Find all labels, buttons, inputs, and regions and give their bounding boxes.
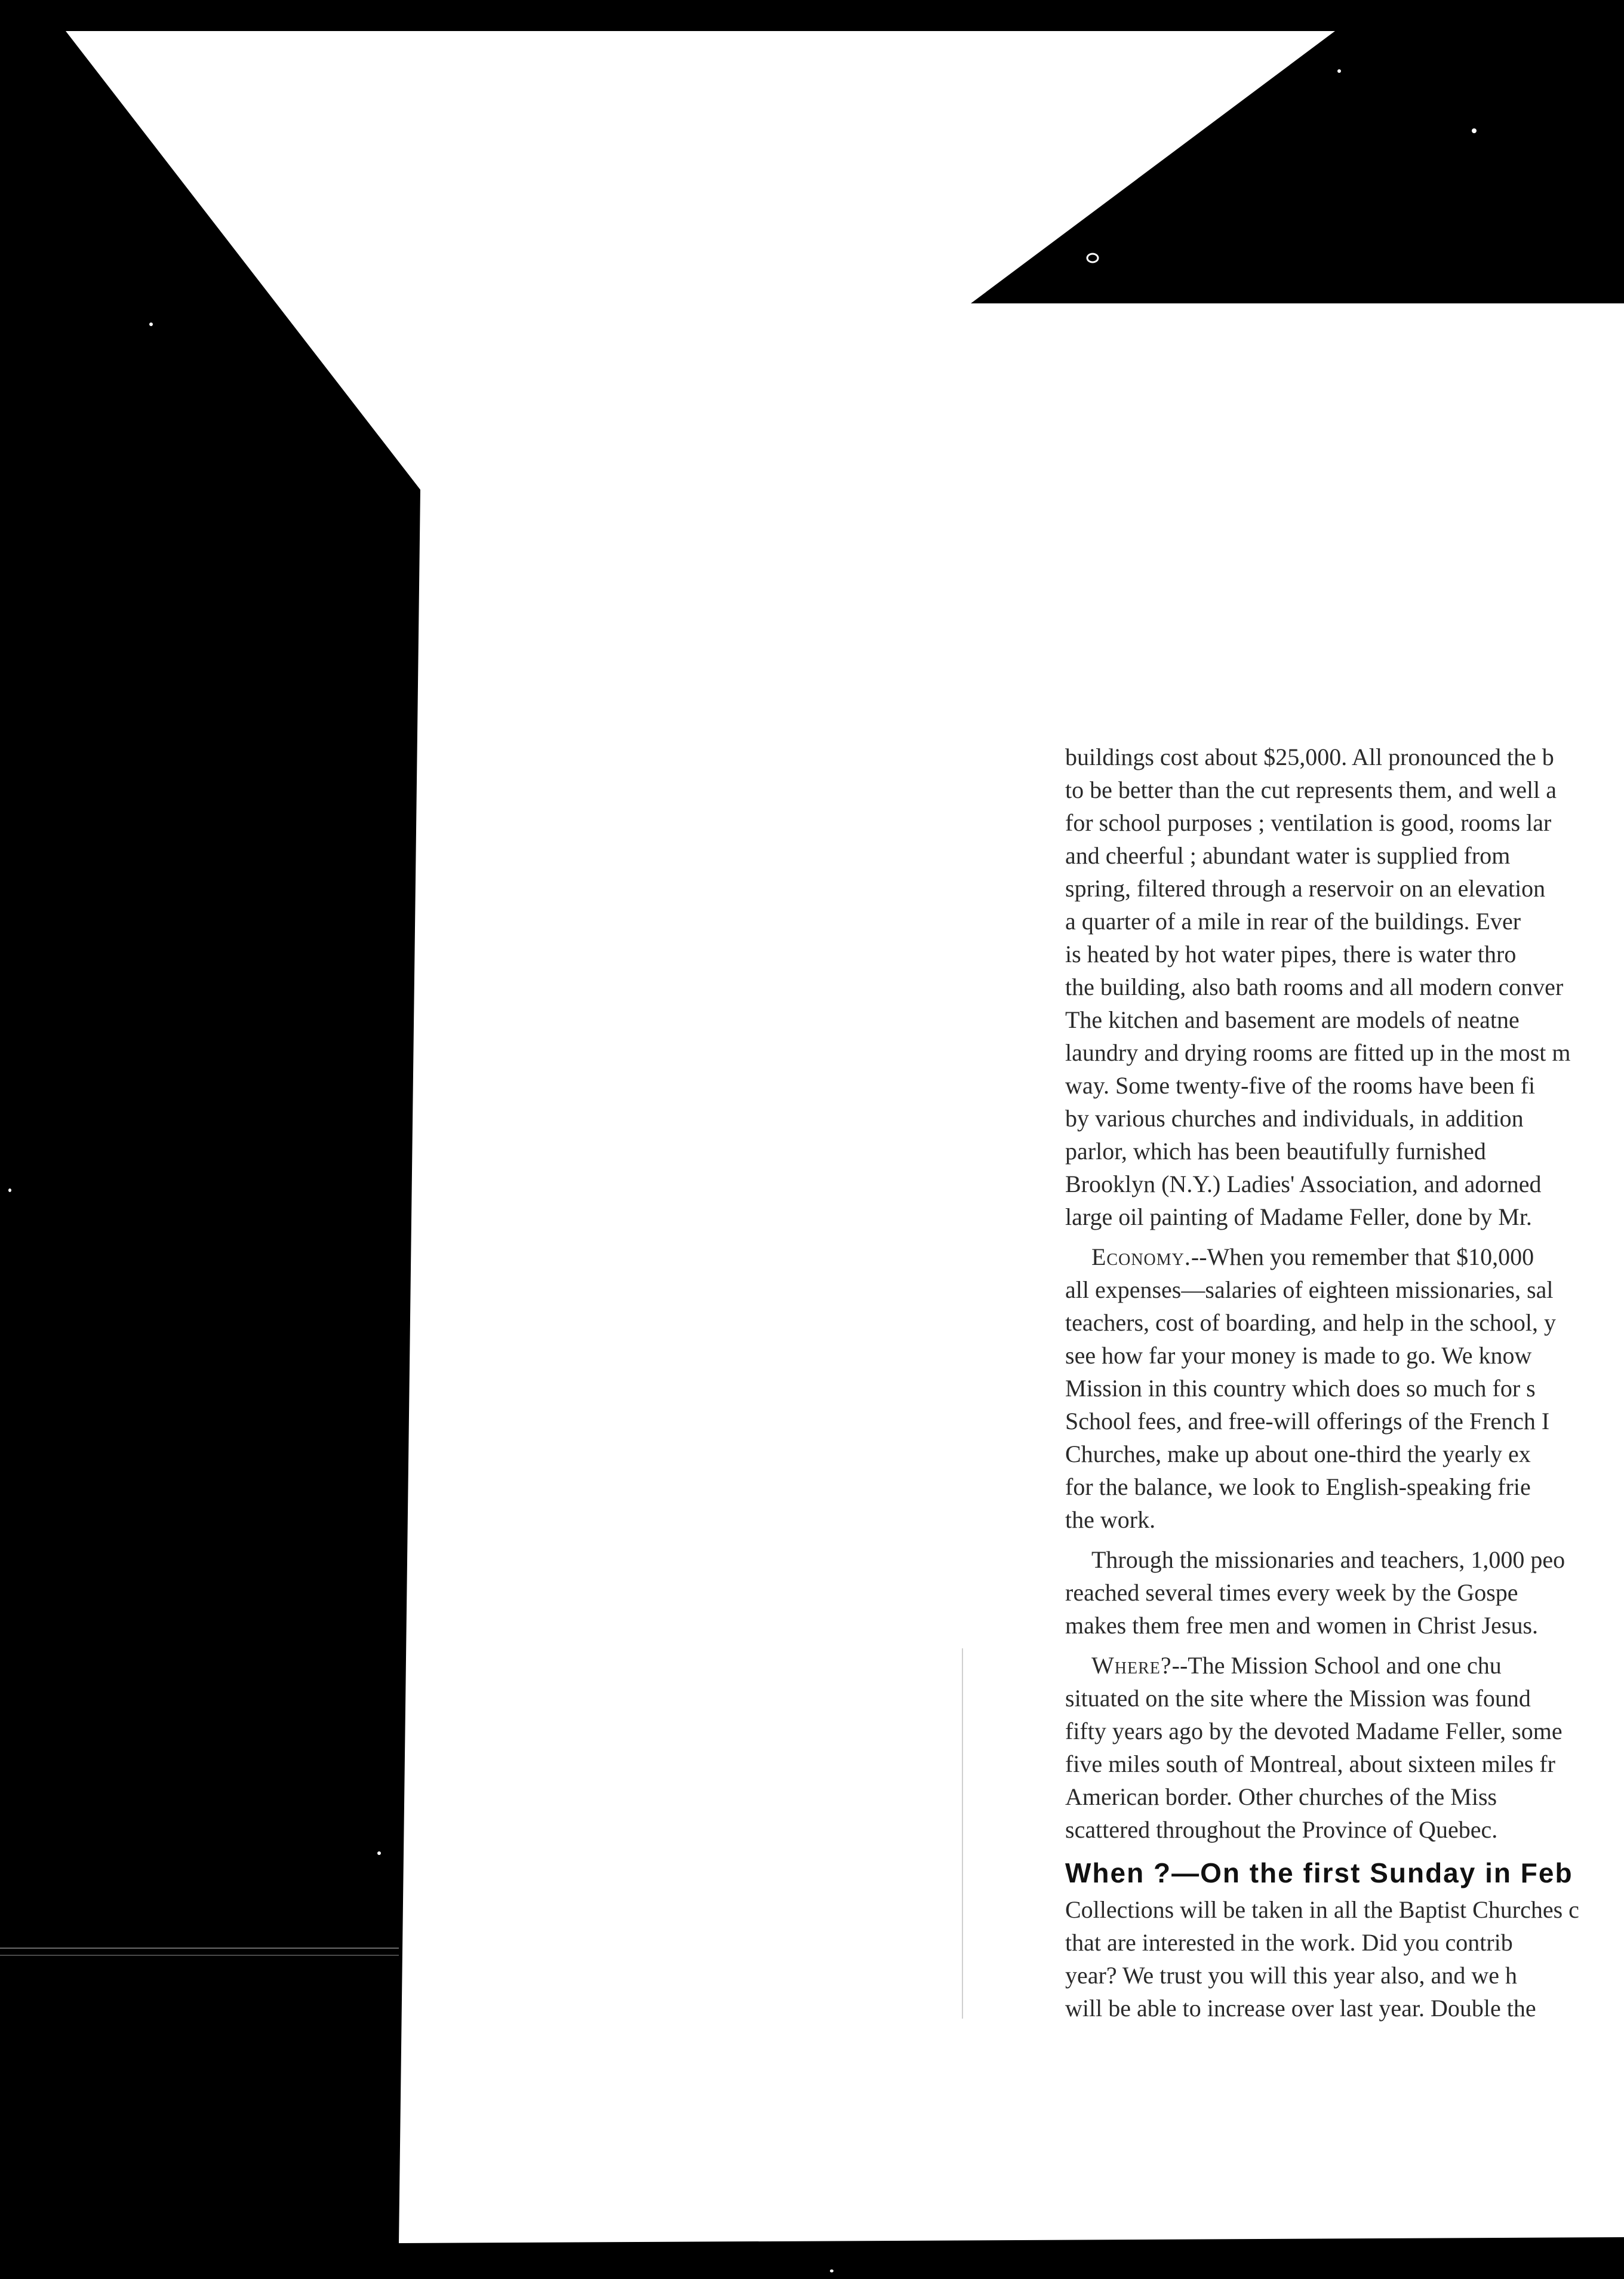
economy-first-line: --When you remember that $10,000: [1191, 1243, 1534, 1270]
text-line: buildings cost about $25,000. All pronounced the b: [1065, 744, 1554, 770]
text-line: teachers, cost of boarding, and help in the school, y: [1065, 1309, 1556, 1336]
dust-speck: [8, 1188, 11, 1192]
text-line: to be better than the cut represents them, and well a: [1065, 776, 1557, 803]
dust-speck: [1472, 128, 1477, 133]
dust-speck: [149, 322, 153, 326]
text-line: American border. Other churches of the Miss: [1065, 1783, 1497, 1810]
dust-speck: [1337, 69, 1341, 73]
text-line: by various churches and individuals, in addition: [1065, 1105, 1524, 1132]
text-line: all expenses—salaries of eighteen missionaries, sal: [1065, 1276, 1554, 1303]
when-heading: When ?—On the first Sunday in Feb: [1065, 1857, 1573, 1888]
text-line: year? We trust you will this year also, and we h: [1065, 1962, 1517, 1989]
text-line: fifty years ago by the devoted Madame Feller, some: [1065, 1718, 1563, 1744]
text-line: five miles south of Montreal, about sixteen miles fr: [1065, 1750, 1555, 1777]
economy-lead: Economy.: [1091, 1243, 1191, 1270]
text-line: for the balance, we look to English-speaking frie: [1065, 1473, 1531, 1500]
text-line: [1065, 1240, 1624, 1273]
text-line: situated on the site where the Mission was found: [1065, 1685, 1531, 1712]
text-line: [1065, 1649, 1624, 1682]
text-line: reached several times every week by the Gospe: [1065, 1579, 1518, 1606]
article-column: [1065, 741, 1624, 2032]
paragraph-where: [1065, 1649, 1624, 1846]
text-line: Through the missionaries and teachers, 1,000 peo: [1091, 1546, 1565, 1573]
where-lead: Where?: [1091, 1652, 1172, 1679]
paragraph-collections: [1065, 1893, 1624, 2025]
paragraph-buildings: [1065, 741, 1624, 1233]
text-line: Collections will be taken in all the Baptist Churches c: [1065, 1896, 1579, 1923]
text-line: laundry and drying rooms are fitted up in the most m: [1065, 1039, 1571, 1066]
text-line: School fees, and free-will offerings of the French I: [1065, 1408, 1550, 1435]
text-line: Brooklyn (N.Y.) Ladies' Association, and adorned: [1065, 1171, 1542, 1197]
text-line: is heated by hot water pipes, there is water thro: [1065, 941, 1517, 968]
text-line: see how far your money is made to go. We know: [1065, 1342, 1532, 1369]
text-line: parlor, which has been beautifully furnished: [1065, 1138, 1486, 1165]
text-line: large oil painting of Madame Feller, done by Mr.: [1065, 1203, 1532, 1230]
text-line: way. Some twenty-five of the rooms have been fi: [1065, 1072, 1536, 1099]
text-line: Churches, make up about one-third the yearly ex: [1065, 1440, 1531, 1467]
text-line: will be able to increase over last year. Double the: [1065, 1995, 1536, 2022]
where-first-line: --The Mission School and one chu: [1171, 1652, 1502, 1679]
text-line: the work.: [1065, 1506, 1156, 1533]
text-line: scattered throughout the Province of Quebec.: [1065, 1816, 1498, 1843]
text-line: Mission in this country which does so much for s: [1065, 1375, 1536, 1402]
text-line: The kitchen and basement are models of neatne: [1065, 1006, 1520, 1033]
dust-speck: [377, 1851, 381, 1855]
text-line: makes them free men and women in Christ Jesus.: [1065, 1612, 1539, 1639]
text-line: that are interested in the work. Did you contrib: [1065, 1929, 1513, 1956]
text-line: a quarter of a mile in rear of the buildings. Ever: [1065, 908, 1521, 935]
paragraph-missionaries: [1065, 1543, 1624, 1642]
paragraph-economy: [1065, 1240, 1624, 1536]
dust-speck: [830, 2269, 833, 2272]
text-line: spring, filtered through a reservoir on an elevation: [1065, 875, 1546, 902]
text-line: the building, also bath rooms and all modern conver: [1065, 973, 1564, 1000]
text-line: and cheerful ; abundant water is supplied from: [1065, 842, 1511, 869]
text-line: for school purposes ; ventilation is good, rooms lar: [1065, 809, 1552, 836]
